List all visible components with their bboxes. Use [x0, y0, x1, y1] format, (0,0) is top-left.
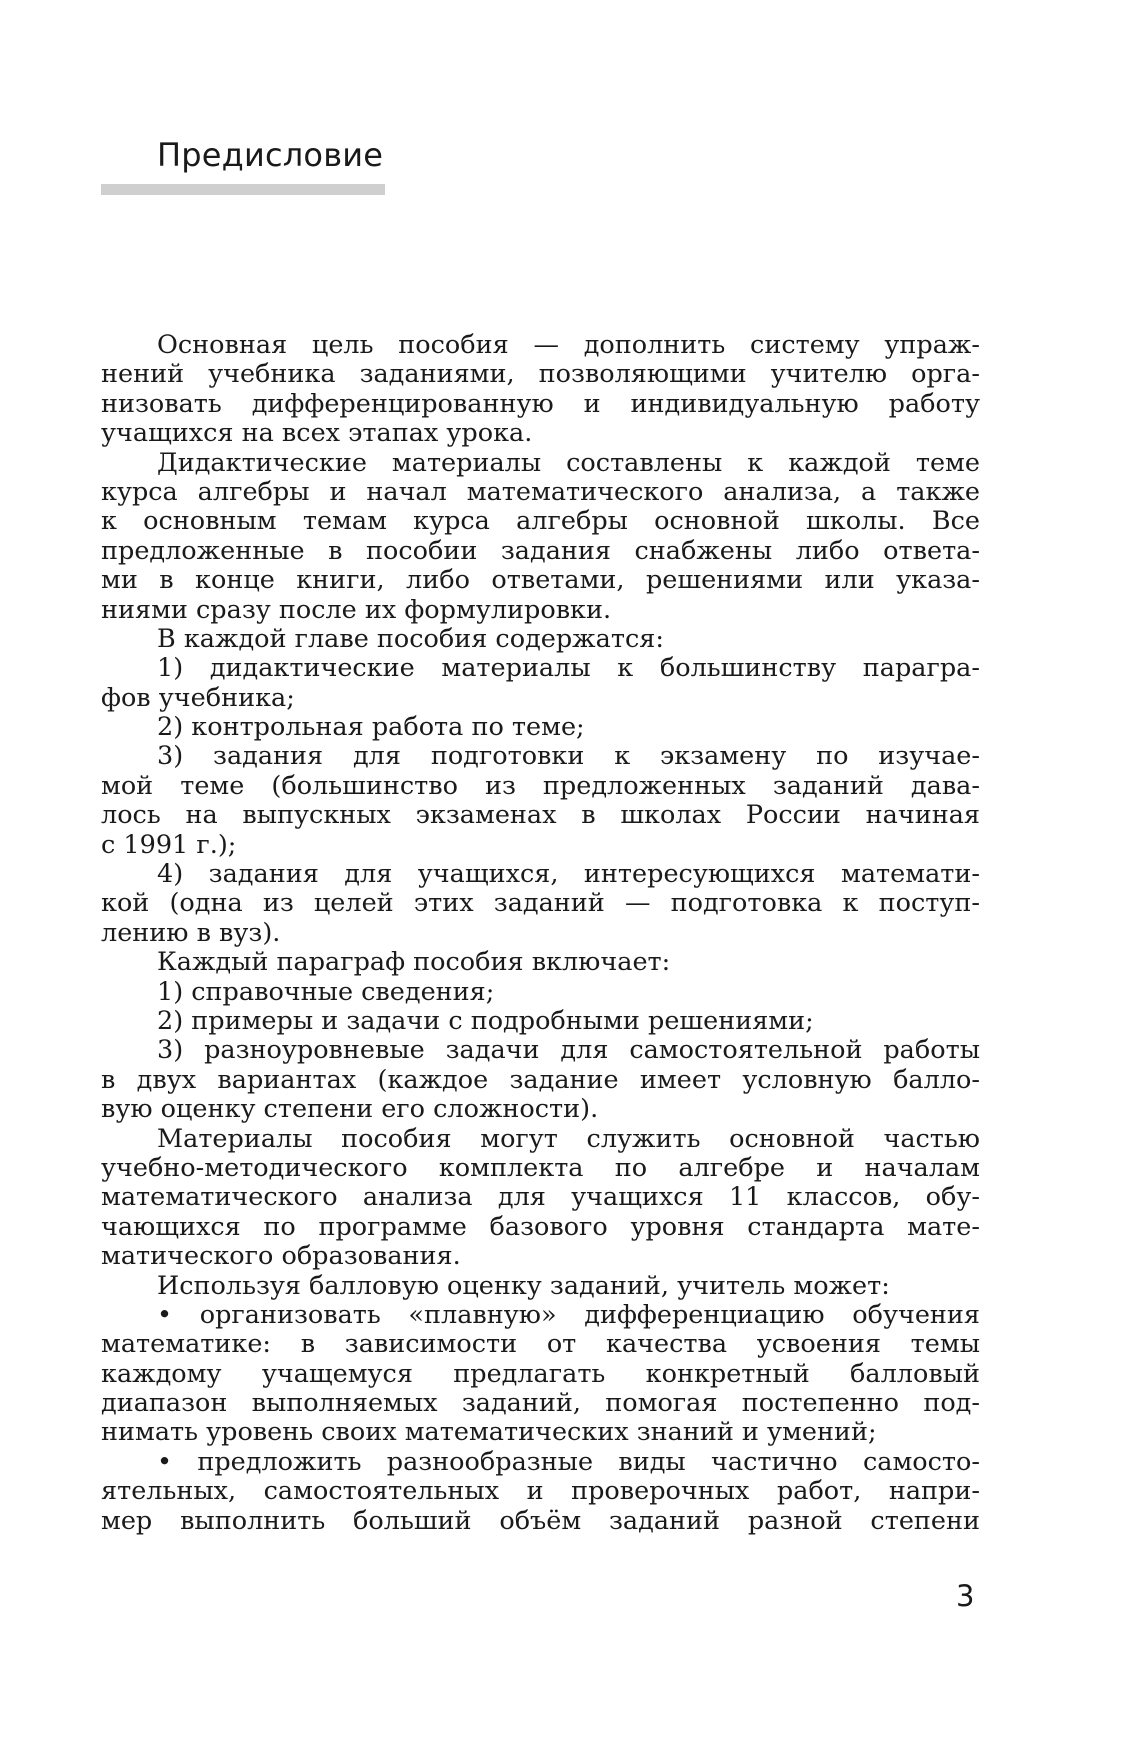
text-line: низовать дифференцированную и индивидуальную работу [101, 388, 980, 419]
text-line: учебно-методического комплекта по алгебре и началам [101, 1152, 980, 1183]
text-line: учащихся на всех этапах урока. [101, 418, 533, 449]
text-line: диапазон выполняемых заданий, помогая постепенно под- [101, 1388, 980, 1419]
text-line: нимать уровень своих математических знаний и умений; [101, 1417, 877, 1448]
text-line: с 1991 г.); [101, 829, 237, 860]
heading-underline [101, 184, 385, 195]
text-line: • предложить разнообразные виды частично самосто- [157, 1446, 980, 1477]
text-line: ми в конце книги, либо ответами, решениями или указа- [101, 565, 980, 596]
text-line: 2) контрольная работа по теме; [157, 712, 585, 743]
page-number: 3 [956, 1579, 975, 1613]
text-line: математике: в зависимости от качества усвоения темы [101, 1329, 980, 1360]
text-line: предложенные в пособии задания снабжены либо ответа- [101, 535, 980, 566]
page-title: Предисловие [157, 136, 384, 174]
text-line: фов учебника; [101, 682, 295, 713]
text-line: Дидактические материалы составлены к каждой теме [157, 447, 980, 478]
text-line: мой теме (большинство из предложенных заданий дава- [101, 770, 980, 801]
text-line: ниями сразу после их формулировки. [101, 594, 612, 625]
text-line: 4) задания для учащихся, интересующихся математи- [157, 859, 980, 890]
text-line: мер выполнить больший объём заданий разной степени [101, 1505, 980, 1536]
text-line: 1) справочные сведения; [157, 976, 495, 1007]
text-line: к основным темам курса алгебры основной школы. Все [101, 506, 980, 537]
text-line: математического анализа для учащихся 11 классов, обу- [101, 1182, 980, 1213]
text-line: 3) разноуровневые задачи для самостоятельной работы [157, 1035, 980, 1066]
text-line: нений учебника заданиями, позволяющими учителю орга- [101, 359, 980, 390]
text-line: кой (одна из целей этих заданий — подготовка к поступ- [101, 888, 980, 919]
text-line: В каждой главе пособия содержатся: [157, 623, 664, 654]
text-line: вую оценку степени его сложности). [101, 1094, 599, 1125]
text-line: лению в вуз). [101, 917, 281, 948]
text-line: 2) примеры и задачи с подробными решениями; [157, 1005, 814, 1036]
text-line: матического образования. [101, 1241, 461, 1272]
text-line: Материалы пособия могут служить основной частью [157, 1123, 980, 1154]
text-line: Используя балловую оценку заданий, учитель может: [157, 1270, 890, 1301]
text-line: в двух вариантах (каждое задание имеет условную балло- [101, 1064, 980, 1095]
text-line: Основная цель пособия — дополнить систему упраж- [157, 330, 980, 360]
text-line: каждому учащемуся предлагать конкретный балловый [101, 1358, 980, 1389]
text-line: 3) задания для подготовки к экзамену по изучае- [157, 741, 980, 772]
text-line: чающихся по программе базового уровня стандарта мате- [101, 1211, 980, 1242]
text-line: ятельных, самостоятельных и проверочных работ, напри- [101, 1476, 980, 1507]
text-line: Каждый параграф пособия включает: [157, 947, 671, 978]
text-line: курса алгебры и начал математического анализа, а также [101, 476, 980, 507]
text-line: • организовать «плавную» дифференциацию обучения [157, 1299, 980, 1330]
text-line: лось на выпускных экзаменах в школах России начиная [101, 800, 980, 831]
text-line: 1) дидактические материалы к большинству парагра- [157, 653, 980, 684]
preface-body [101, 331, 980, 1536]
